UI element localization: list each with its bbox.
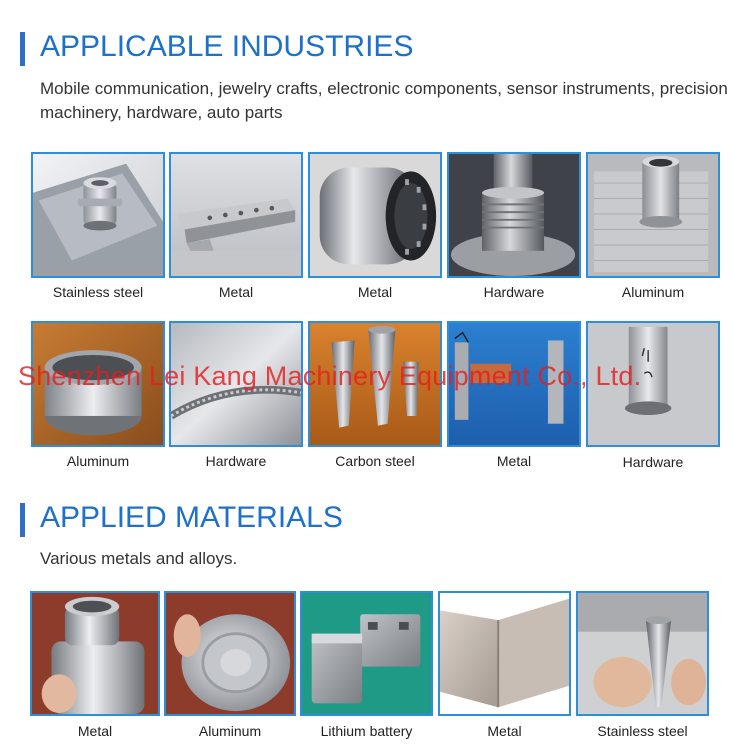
industry-sample-caption: Hardware — [205, 453, 267, 469]
industries-title: APPLICABLE INDUSTRIES — [40, 30, 414, 63]
stainless-steel-weld-photo — [31, 152, 165, 278]
material-sample-caption: Metal — [77, 723, 113, 739]
industry-sample-caption: Metal — [357, 284, 393, 300]
industries-description: Mobile communication, jewelry crafts, electronic components, sensor instruments, precision machinery, hardware, auto parts — [40, 79, 728, 122]
section-accent-bar — [20, 32, 25, 66]
aluminum-tube-plate-photo — [586, 152, 720, 278]
industry-sample-caption: Metal — [218, 284, 254, 300]
material-sample-caption: Metal — [487, 723, 522, 739]
industry-sample-caption: Aluminum — [621, 284, 685, 300]
material-sample-caption: Stainless steel — [597, 723, 688, 739]
lithium-battery-cells-photo — [300, 591, 433, 716]
section-accent-bar — [20, 503, 25, 537]
materials-title: APPLIED MATERIALS — [40, 501, 343, 534]
industry-sample-caption: Metal — [496, 453, 532, 469]
industry-sample-caption: Carbon steel — [335, 453, 415, 469]
material-sample-caption: Lithium battery — [320, 723, 413, 739]
industry-sample-caption: Hardware — [483, 284, 545, 300]
industry-sample-caption: Aluminum — [66, 453, 130, 469]
material-sample-caption: Aluminum — [198, 723, 262, 739]
metal-angle-joint-photo — [438, 591, 571, 716]
metal-cylinder-photo — [308, 152, 442, 278]
industry-sample-caption: Hardware — [622, 454, 684, 470]
hardware-threaded-fitting-photo — [447, 152, 581, 278]
metal-bracket-photo — [169, 152, 303, 278]
company-watermark: Shenzhen Lei Kang Machinery Equipment Co., Ltd. — [18, 361, 642, 391]
stainless-steel-cone-photo — [576, 591, 709, 716]
materials-description: Various metals and alloys. — [40, 549, 238, 568]
metal-bottle-photo — [30, 591, 160, 716]
aluminum-can-lid-photo — [164, 591, 296, 716]
industry-sample-caption: Stainless steel — [52, 284, 144, 300]
